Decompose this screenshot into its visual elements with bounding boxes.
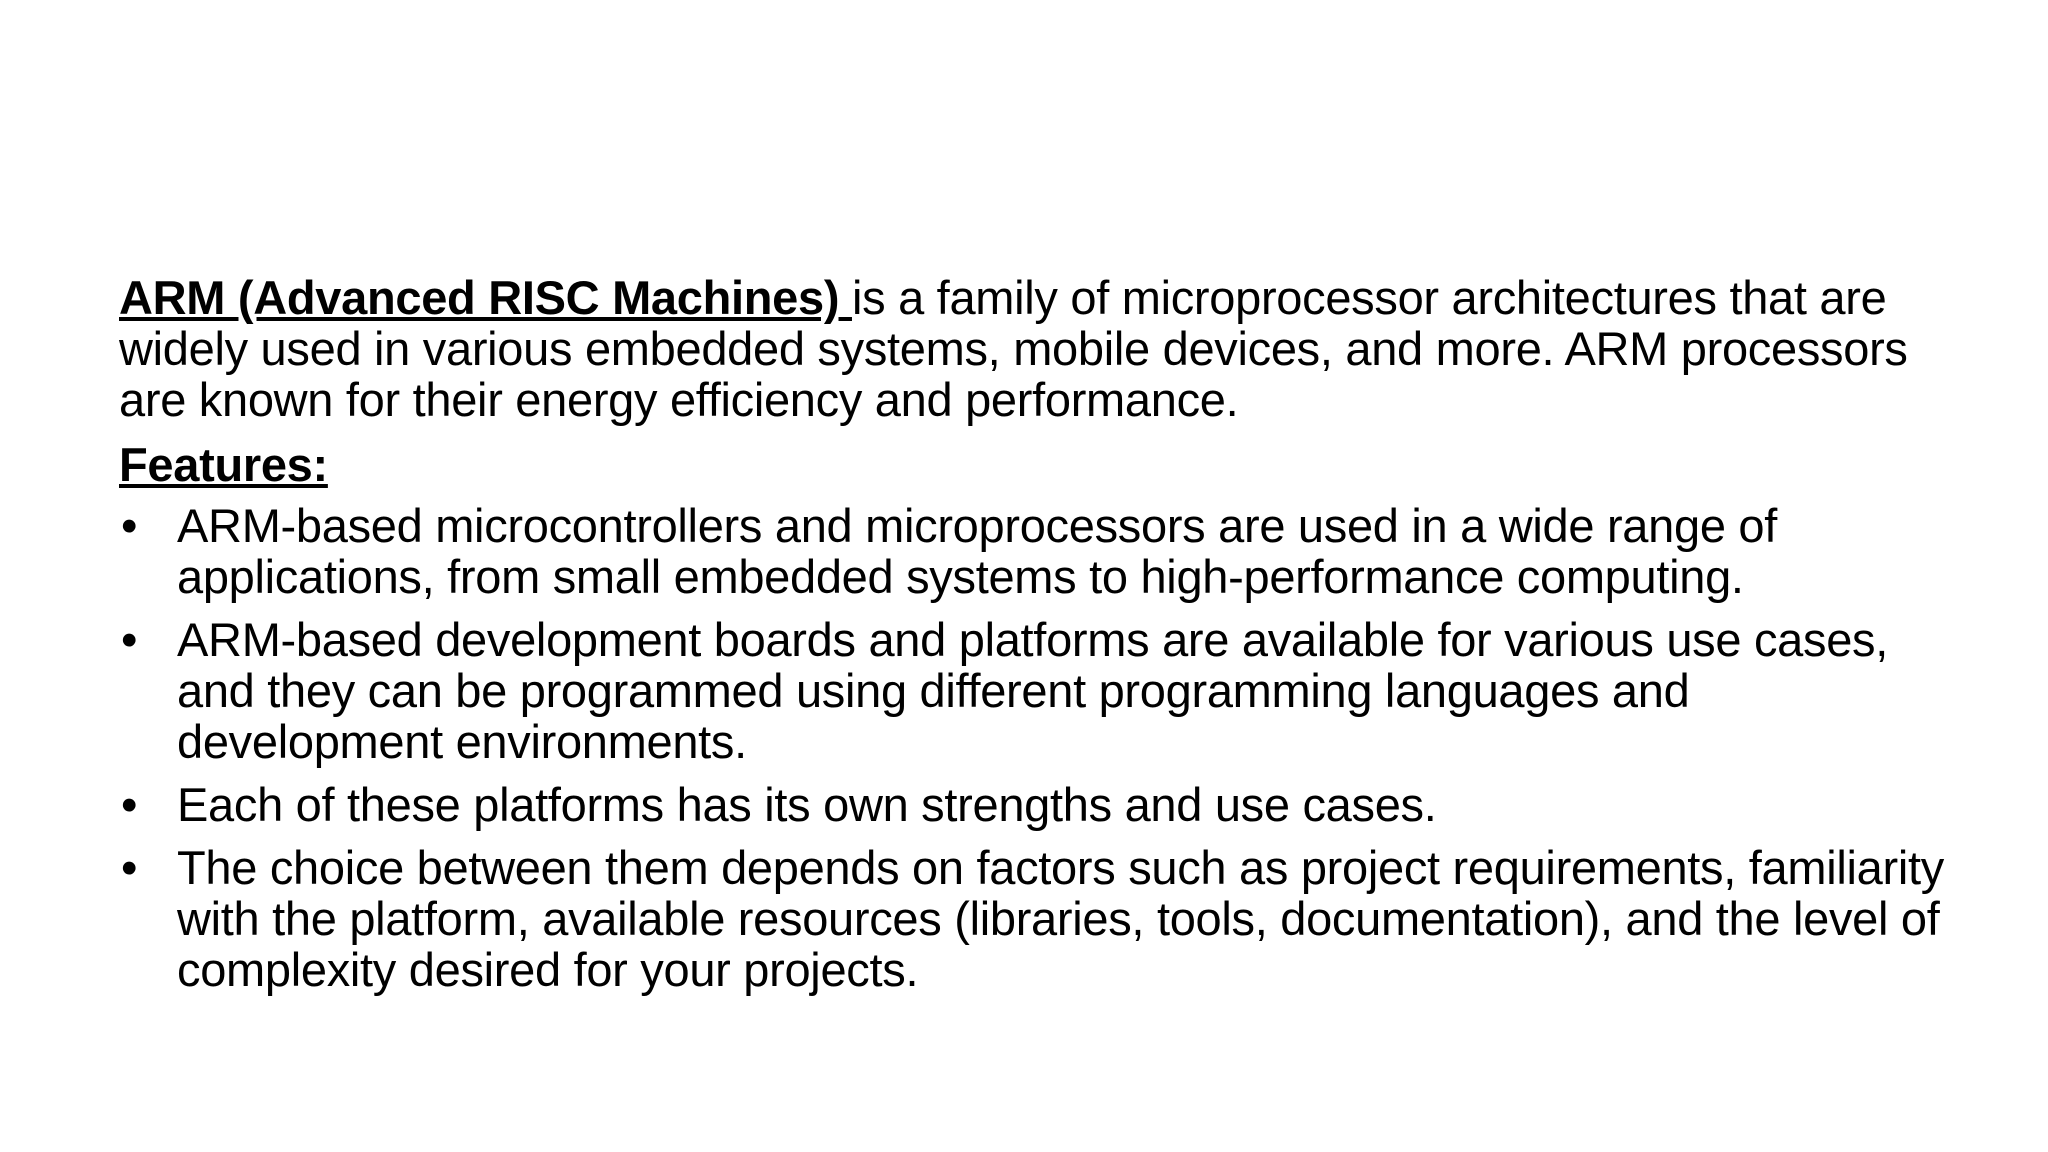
list-item-text: Each of these platforms has its own strengths and use cases.	[177, 778, 1437, 831]
intro-term: ARM (Advanced RISC Machines)	[119, 271, 852, 324]
list-item-text: ARM-based microcontrollers and microprocessors are used in a wide range of applications, from small embedded systems to high-performance computing.	[177, 499, 1778, 603]
list-item	[119, 779, 1949, 830]
bullet-icon: •	[121, 841, 138, 894]
features-list	[119, 500, 1949, 995]
list-item	[119, 842, 1949, 995]
features-heading: Features:	[119, 438, 328, 491]
intro-text: is a family of microprocessor architectures that are widely used in various embedded systems, mobile devices, and more. ARM processors are known for their energy efficiency and performance.	[119, 271, 1908, 426]
bullet-icon: •	[121, 499, 138, 552]
list-item	[119, 500, 1949, 602]
list-item-text: ARM-based development boards and platforms are available for various use cases, and they can be programmed using different programming languages and development environments.	[177, 613, 1888, 768]
bullet-icon: •	[121, 778, 138, 831]
slide-body	[119, 272, 1949, 1007]
list-item-text: The choice between them depends on factors such as project requirements, familiarity with the platform, available resources (libraries, tools, documentation), and the level of complexity desired for your projects.	[177, 841, 1944, 996]
bullet-icon: •	[121, 613, 138, 666]
list-item	[119, 614, 1949, 767]
intro-paragraph	[119, 272, 1949, 425]
